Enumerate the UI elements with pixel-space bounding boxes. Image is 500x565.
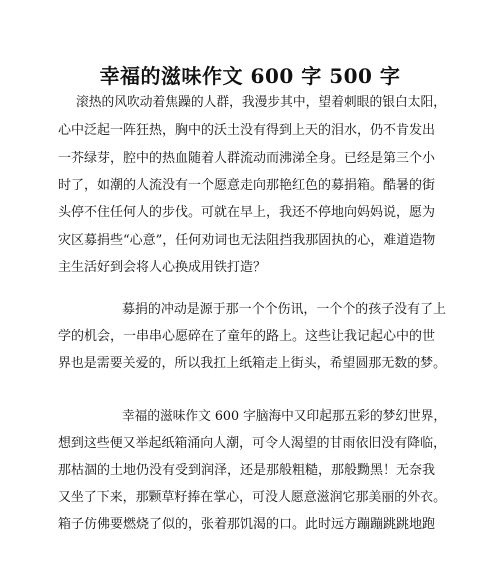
- paragraph-1-line-7: 主生活好到会将人心换成用铁打造？: [58, 260, 267, 275]
- paragraph-3-line-4: 又坐了下来，那颗草籽捧在掌心，可没人愿意滋润它那美丽的外衣。: [58, 490, 447, 505]
- paragraph-3-line-2: 想到这些便又举起纸箱涌向人潮，可令人渴望的甘雨依旧没有降临，: [58, 436, 447, 451]
- paragraph-1-line-6: 灾区募捐些“心意”，任何劝词也无法阻挡我那固执的心，难道造物: [58, 233, 436, 248]
- paragraph-2-line-2: 学的机会，一串串心愿碎在了童年的路上。这些让我记起心中的世: [58, 329, 436, 344]
- paragraph-3-line-5: 箱子仿佛要燃烧了似的，张着那饥渴的口。此时远方蹦蹦跳跳地跑: [58, 517, 436, 532]
- paragraph-3-line-3: 那枯涸的土地仍没有受到润泽，还是那般粗糙，那般黝黑！无奈我: [58, 463, 436, 478]
- page-title: 幸福的滋味作文 600 字 500 字: [99, 64, 401, 88]
- paragraph-2-line-1: 募捐的冲动是源于那一个个伤讯，一个个的孩子没有了上: [122, 302, 447, 317]
- paragraph-1-line-2: 心中泛起一阵狂热，胸中的沃土没有得到上天的泪水，仍不肯发出: [58, 123, 436, 138]
- paragraph-1-line-4: 时了，如潮的人流没有一个愿意走向那艳红色的募捐箱。酷暑的街: [58, 178, 436, 193]
- paragraph-2-line-3: 界也是需要关爱的，所以我扛上纸箱走上街头，希望圆那无数的梦。: [58, 356, 447, 371]
- paragraph-1-line-1: 滚热的风吹动着焦躁的人群，我漫步其中，望着刺眼的银白太阳，: [76, 95, 447, 110]
- paragraph-1-line-5: 头停不住任何人的步伐。可就在早上，我还不停地向妈妈说，愿为: [58, 205, 436, 220]
- paragraph-3-line-1: 幸福的滋味作文 600 字脑海中又印起那五彩的梦幻世界，: [122, 409, 447, 424]
- paragraph-1-line-3: 一芥绿芽，腔中的热血随着人群流动而沸涕全身。已经是第三个小: [58, 151, 436, 166]
